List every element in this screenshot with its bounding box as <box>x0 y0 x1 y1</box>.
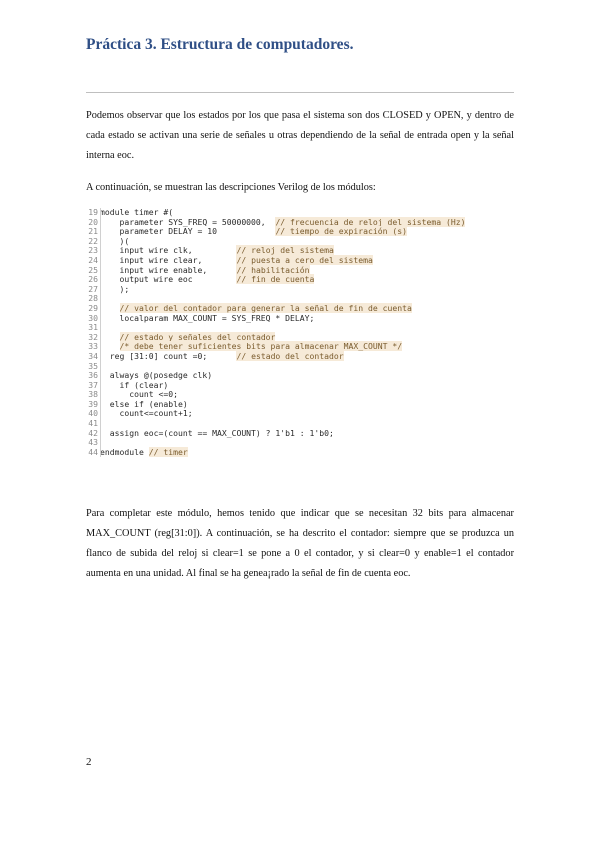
line-number: 35 <box>88 360 98 371</box>
line-number: 29 <box>88 302 98 313</box>
line-number: 34 <box>88 350 98 361</box>
code-line <box>86 314 518 324</box>
code-text: count <=0; <box>100 389 178 400</box>
code-text: else if (enable) <box>100 398 188 409</box>
code-line <box>86 352 518 362</box>
verilog-code-block <box>86 208 518 457</box>
code-text: reg [31:0] count =0; <box>100 350 237 361</box>
line-number: 27 <box>88 283 98 294</box>
code-comment: // timer <box>148 446 188 457</box>
code-text: input wire clear, <box>100 254 237 265</box>
code-text: endmodule <box>100 446 149 457</box>
line-number: 43 <box>88 437 98 448</box>
paragraph-intro: Podemos observar que los estados por los que pasa el sistema son dos CLOSED y OPEN, y dentro de cada estado se activan una serie de señales u otras dependiendo de la señal de entrada open y la señal interna eoc. <box>86 110 514 161</box>
code-line <box>86 285 518 295</box>
line-number: 39 <box>88 398 98 409</box>
line-number: 42 <box>88 427 98 438</box>
line-number: 28 <box>88 293 98 304</box>
line-number: 33 <box>88 341 98 352</box>
code-comment: // tiempo de expiración (s) <box>275 226 408 237</box>
line-number: 38 <box>88 389 98 400</box>
code-text: input wire enable, <box>100 264 237 275</box>
line-number: 44 <box>88 446 98 457</box>
code-line <box>86 409 518 419</box>
code-comment: // reloj del sistema <box>236 245 334 256</box>
code-text: assign eoc=(count == MAX_COUNT) ? 1'b1 : 1'b0; <box>100 427 334 438</box>
line-number: 20 <box>88 216 98 227</box>
line-number: 36 <box>88 370 98 381</box>
code-text: always @(posedge clk) <box>100 370 213 381</box>
line-number: 32 <box>88 331 98 342</box>
line-number: 19 <box>88 207 98 217</box>
code-text <box>100 341 120 351</box>
paragraph-explanation: Para completar este módulo, hemos tenido que indicar que se necesitan 32 bits para almacenar MAX_COUNT (reg[31:0]). A continuación, se ha descrito el contador: siempre que se produzca un flanco de subida del reloj si clear=1 se pone a 0 el contador, y si clear=0 y enable=1 el contador aumenta en una unidad. Al final se ha genea¡rado la señal de fin de cuenta eoc. <box>86 508 514 579</box>
page-number: 2 <box>86 756 92 768</box>
code-comment: // frecuencia de reloj del sistema (Hz) <box>275 216 466 227</box>
code-text: ); <box>100 283 130 294</box>
code-line <box>86 275 518 285</box>
code-comment: // estado del contador <box>236 350 344 361</box>
code-text: input wire clk, <box>100 245 237 256</box>
code-gutter-divider <box>100 208 101 457</box>
line-number: 22 <box>88 235 98 246</box>
line-number: 30 <box>88 312 98 323</box>
code-comment: // estado y señales del contador <box>119 331 276 342</box>
code-line <box>86 448 518 458</box>
header-divider <box>86 92 514 93</box>
code-text <box>100 303 120 313</box>
code-line <box>86 227 518 237</box>
line-number: 24 <box>88 254 98 265</box>
code-text: if (clear) <box>100 379 169 390</box>
code-comment: // fin de cuenta <box>236 274 315 285</box>
paragraph-verilog-intro: A continuación, se muestran las descripciones Verilog de los módulos: <box>86 182 376 193</box>
line-number: 37 <box>88 379 98 390</box>
page-header-title: Práctica 3. Estructura de computadores. <box>86 36 354 53</box>
line-number: 26 <box>88 274 98 285</box>
code-comment: /* debe tener suficientes bits para almacenar MAX_COUNT */ <box>119 341 403 352</box>
code-comment: // habilitación <box>236 264 310 275</box>
code-comment: // valor del contador para generar la señal de fin de cuenta <box>119 302 412 313</box>
code-text: parameter SYS_FREQ = 50000000, <box>100 216 276 227</box>
code-text: module timer #( <box>100 207 174 217</box>
line-number: 25 <box>88 264 98 275</box>
code-text: output wire eoc <box>100 274 237 285</box>
line-number: 21 <box>88 226 98 237</box>
line-number: 31 <box>88 322 98 333</box>
line-number: 23 <box>88 245 98 256</box>
line-number: 41 <box>88 418 98 429</box>
code-text <box>100 332 120 342</box>
code-text: parameter DELAY = 10 <box>100 226 276 237</box>
line-number: 40 <box>88 408 98 419</box>
code-text: localparam MAX_COUNT = SYS_FREQ * DELAY; <box>100 312 315 323</box>
code-comment: // puesta a cero del sistema <box>236 254 373 265</box>
code-line <box>86 429 518 439</box>
code-text: )( <box>100 235 130 246</box>
code-text: count<=count+1; <box>100 408 193 419</box>
